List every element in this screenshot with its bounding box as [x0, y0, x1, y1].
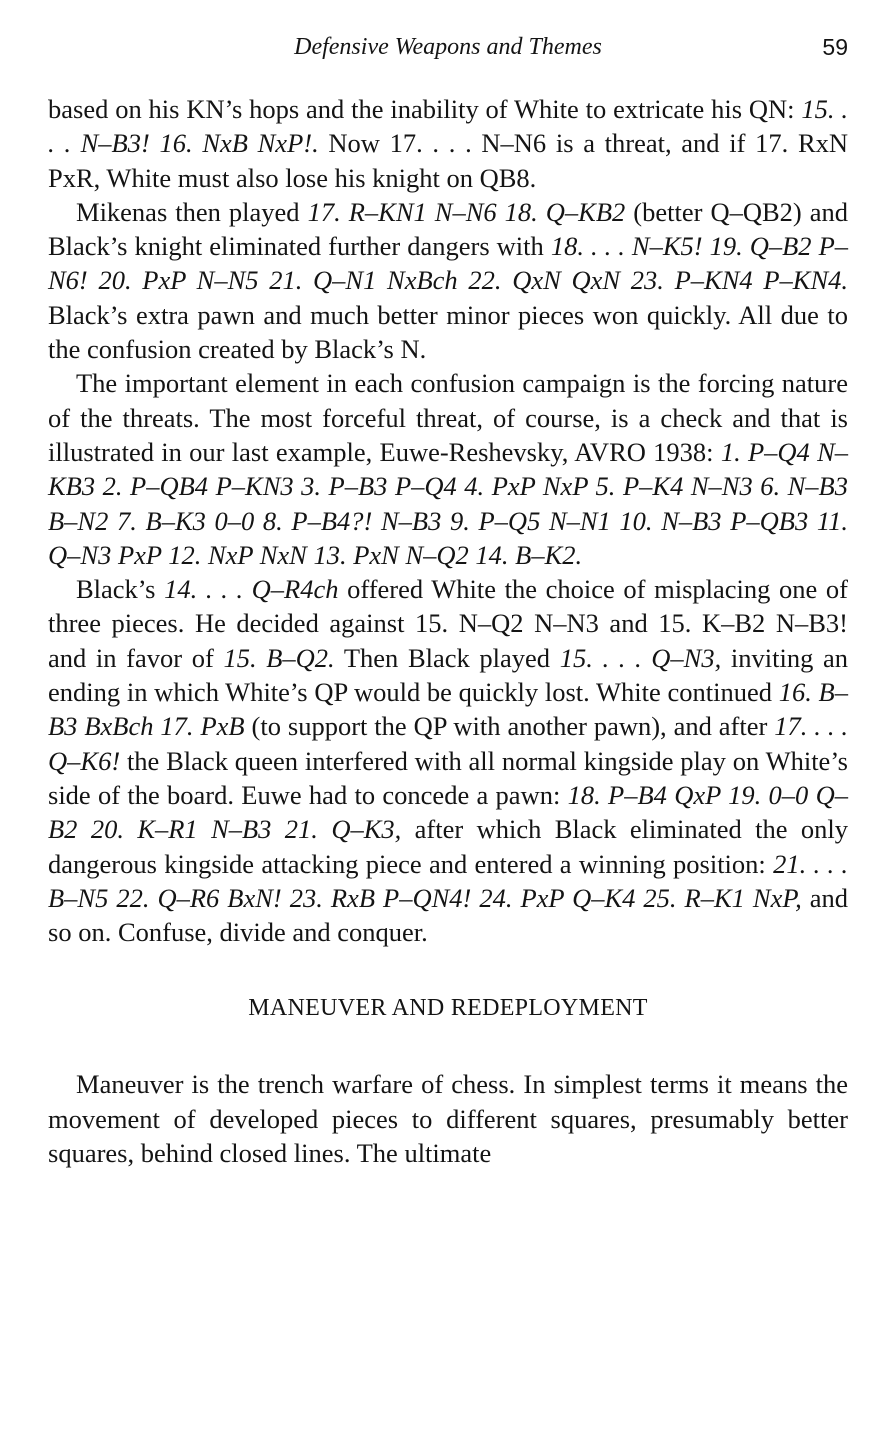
- page-number: 59: [822, 34, 848, 60]
- chess-moves: 21. . . . B–N5 22. Q–R6 BxN! 23. RxB P–QN4! 24. PxP Q–K4 25. R–K1 NxP,: [48, 848, 849, 913]
- chess-moves: 18. P–B4 QxP 19. 0–0 Q–B2 20. K–R1 N–B3 21. Q–K3,: [48, 779, 848, 845]
- text-run: Now 17. . . . N–N6 is a threat, and if 17. RxN PxR, White must also lose his knight on QB8.: [48, 128, 849, 193]
- chess-moves: 15. . . . N–B3! 16. NxB NxP!.: [48, 94, 849, 159]
- text-run: after which Black eliminated the only dangerous kingside attacking piece and entered a winning position:: [48, 814, 848, 879]
- text-run: the Black queen interfered with all normal kingside play on White’s side of the board. Euwe had to concede a pawn:: [48, 745, 848, 810]
- section-heading: MANEUVER AND REDEPLOYMENT: [248, 995, 648, 1022]
- running-head: [48, 30, 848, 64]
- paragraph-4: [48, 572, 848, 949]
- text-run: (to support the QP with another pawn), and after: [244, 711, 775, 742]
- chess-moves: 15. . . . Q–N3,: [559, 642, 722, 673]
- text-run: The important element in each confusion campaign is the forcing nature of the threats. The most forceful threat, of course, is a check and that is illustrated in our last example, Euwe-Reshevsky, AVRO 1938:: [48, 368, 848, 467]
- chess-moves: 17. . . . Q–K6!: [48, 711, 848, 776]
- text-run: inviting an ending in which White’s QP would be quickly lost. White continued: [48, 642, 848, 708]
- text-run: and so on. Confuse, divide and conquer.: [48, 882, 849, 948]
- text-run: Black’s: [76, 574, 165, 605]
- chess-moves: 14. . . . Q–R4ch: [164, 574, 339, 605]
- paragraph-1: [48, 92, 848, 195]
- chess-moves: 18. . . . N–K5! 19. Q–B2 P–N6! 20. PxP N–N5 21. Q–N1 NxBch 22. QxN QxN 23. P–KN4 P–KN4.: [48, 231, 849, 296]
- chess-moves: 1. P–Q4 N–KB3 2. P–QB4 P–KN3 3. P–B3 P–Q4 4. PxP NxP 5. P–K4 N–N3 6. N–B3 B–N2 7. B–K3 0–0 8. P–B4?! N–B3 9. P–Q5 N–N1 10. N–B3 P–QB3 11. Q–N3 PxP 12. NxP NxN 13. PxN N–Q2 14. B–K2.: [48, 436, 848, 570]
- running-title: Defensive Weapons and Themes: [294, 34, 602, 60]
- text-run: based on his KN’s hops and the inability of White to extricate his QN:: [48, 94, 802, 124]
- text-run: Mikenas then played: [76, 196, 308, 227]
- paragraph-2: [48, 195, 848, 366]
- text-run: Maneuver is the trench warfare of chess. In simplest terms it means the movement of developed pieces to different squares, presumably better squares, behind closed lines. The ultimate: [48, 1069, 848, 1169]
- chess-moves: 17. R–KN1 N–N6 18. Q–KB2: [307, 196, 626, 227]
- paragraph-3: [48, 366, 848, 572]
- paragraph-5: [48, 1067, 848, 1170]
- chess-moves: 15. B–Q2.: [223, 642, 335, 673]
- text-run: Then Black played: [334, 642, 560, 673]
- text-run: Black’s extra pawn and much better minor pieces won quickly. All due to the confusion created by Black’s N.: [48, 299, 848, 365]
- chess-moves: 16. B–B3 BxBch 17. PxB: [48, 677, 848, 742]
- text-run: (better Q–QB2) and Black’s knight eliminated further dangers with: [48, 196, 849, 262]
- page-body: [48, 92, 848, 1170]
- text-run: offered White the choice of misplacing one of three pieces. He decided against 15. N–Q2 N–N3 and 15. K–B2 N–B3! and in favor of: [48, 574, 848, 673]
